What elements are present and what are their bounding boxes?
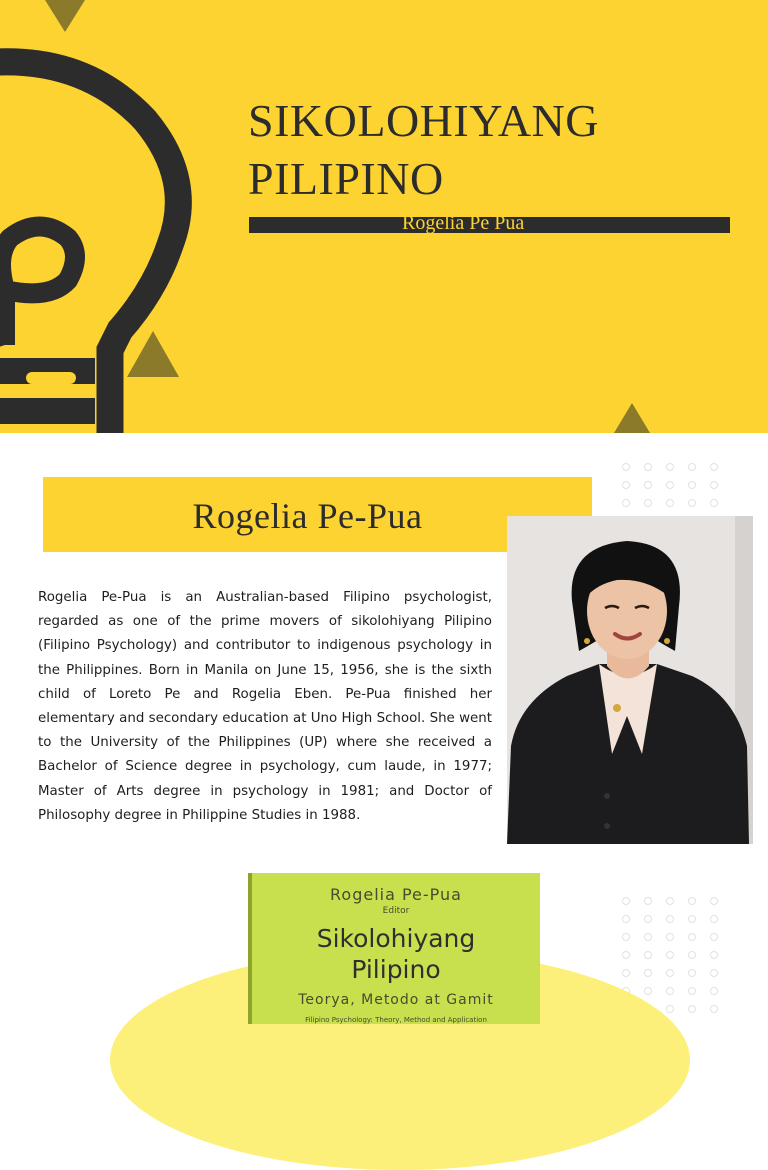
book-editor-label: Editor bbox=[382, 906, 410, 916]
dot bbox=[622, 951, 630, 959]
lightbulb-icon bbox=[0, 0, 220, 433]
dot bbox=[666, 987, 674, 995]
dot bbox=[644, 933, 652, 941]
dot bbox=[644, 987, 652, 995]
dot bbox=[644, 499, 652, 507]
triangle-decoration bbox=[127, 331, 179, 377]
dot bbox=[622, 481, 630, 489]
dot bbox=[644, 951, 652, 959]
dot bbox=[688, 987, 696, 995]
dot bbox=[688, 897, 696, 905]
dot bbox=[666, 933, 674, 941]
profile-name: Rogelia Pe-Pua bbox=[192, 496, 423, 536]
dot bbox=[688, 1005, 696, 1013]
dot bbox=[666, 499, 674, 507]
page-title-line2: PILIPINO bbox=[248, 153, 444, 204]
dot bbox=[644, 897, 652, 905]
dot bbox=[710, 481, 718, 489]
book-subtitle: Teorya, Metodo at Gamit bbox=[298, 992, 494, 1008]
dot bbox=[688, 463, 696, 471]
dot bbox=[622, 969, 630, 977]
dot bbox=[622, 915, 630, 923]
triangle-decoration bbox=[614, 403, 650, 433]
dot bbox=[666, 463, 674, 471]
dot bbox=[688, 499, 696, 507]
dot bbox=[666, 897, 674, 905]
dot bbox=[688, 481, 696, 489]
dot bbox=[644, 969, 652, 977]
dot bbox=[710, 897, 718, 905]
dot bbox=[688, 933, 696, 941]
dot bbox=[710, 1005, 718, 1013]
dot bbox=[666, 951, 674, 959]
dot bbox=[644, 481, 652, 489]
dot bbox=[688, 969, 696, 977]
dot bbox=[666, 481, 674, 489]
dot bbox=[622, 463, 630, 471]
dot bbox=[666, 969, 674, 977]
triangle-decoration bbox=[45, 0, 85, 34]
page-title bbox=[248, 92, 599, 208]
dot bbox=[622, 933, 630, 941]
dot bbox=[710, 951, 718, 959]
dot bbox=[666, 915, 674, 923]
dot bbox=[710, 987, 718, 995]
dot bbox=[622, 897, 630, 905]
profile-bio: Rogelia Pe-Pua is an Australian-based Filipino psychologist, regarded as one of the prime movers of sikolohiyang Pilipino (Filipino Psychology) and contributor to indigenous psychology in the Philippines. Born in Manila on June 15, 1956, she is the sixth child of Loreto Pe and Rogelia Eben. Pe-Pua finished her elementary and secondary education at Uno High School. She went to the University of the Philippines (UP) where she received a Bachelor of Science degree in psychology, cum laude, in 1977; Master of Arts degree in psychology in 1981; and Doctor of Philosophy degree in Philippine Studies in 1988. bbox=[38, 590, 492, 823]
dot bbox=[710, 463, 718, 471]
title-author: Rogelia Pe Pua bbox=[402, 212, 525, 234]
dot bbox=[710, 915, 718, 923]
dot bbox=[688, 915, 696, 923]
book-cover bbox=[248, 873, 540, 1024]
portrait-photo bbox=[507, 516, 753, 844]
book-title-line1: Sikolohiyang bbox=[316, 924, 476, 953]
book-title-line2: Pilipino bbox=[351, 955, 441, 984]
title-banner bbox=[0, 0, 768, 433]
dot bbox=[710, 969, 718, 977]
dot bbox=[644, 915, 652, 923]
book-small-text: Filipino Psychology: Theory, Method and Application bbox=[305, 1016, 487, 1024]
dot bbox=[622, 499, 630, 507]
dot-grid-decoration bbox=[622, 463, 732, 515]
dot bbox=[688, 951, 696, 959]
book-author: Rogelia Pe-Pua bbox=[330, 885, 462, 904]
dot bbox=[710, 933, 718, 941]
book-title bbox=[252, 923, 540, 985]
page-title-line1: SIKOLOHIYANG bbox=[248, 95, 599, 146]
dot bbox=[666, 1005, 674, 1013]
dot bbox=[644, 463, 652, 471]
dot bbox=[710, 499, 718, 507]
